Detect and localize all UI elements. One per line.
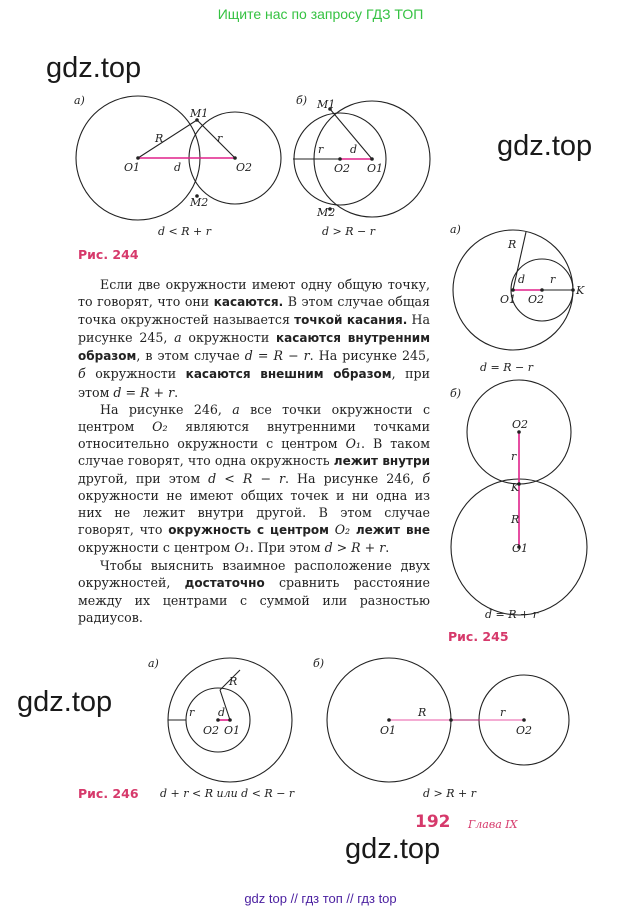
pt-O1: O1 [124, 161, 141, 174]
fig245-caption: Рис. 245 [448, 629, 509, 644]
watermark: gdz.top [17, 686, 113, 718]
paragraph: Если две окружности имеют одну общую точку, то говорят, что они касаются. В этом случае общая точка окружностей называется точкой касания. На рисунке 245, а окружности касаются внутренним образом, в этом случае d = R − r. На рисунке 245, б окружности касаются внешним образом, при этом d = R + r. [78, 277, 430, 400]
pt-O2: O2 [334, 162, 351, 175]
fig246-caption: Рис. 246 [78, 786, 139, 801]
fig245a-label: а) [450, 223, 461, 236]
fig246b-label: б) [313, 657, 325, 670]
pt-d: d [350, 143, 358, 156]
pt-r: r [189, 706, 195, 719]
pt-O1: O1 [500, 293, 517, 306]
fig244b-condition: d > R − r [322, 225, 376, 238]
pt-M1: M1 [317, 98, 336, 111]
pt-M2: M2 [190, 196, 209, 209]
pt-O2: O2 [236, 161, 253, 174]
body-text [78, 276, 430, 626]
fig244a-label: а) [74, 94, 85, 107]
top-banner: Ищите нас по запросу ГДЗ ТОП [217, 6, 424, 22]
pt-R: R [155, 132, 164, 145]
pt-r: r [500, 706, 506, 719]
pt-d: d [218, 706, 226, 719]
pt-R: R [508, 238, 517, 251]
fig245b-label: б) [450, 387, 462, 400]
fig244-caption: Рис. 244 [78, 247, 139, 262]
pt-K: K [511, 481, 520, 494]
pt-d: d [518, 273, 526, 286]
pt-M1: M1 [190, 107, 209, 120]
pt-O2: O2 [512, 418, 529, 431]
pt-O2: O2 [516, 724, 533, 737]
pt-r: r [511, 450, 517, 463]
fig246a-label: а) [148, 657, 159, 670]
pt-O1: O1 [224, 724, 241, 737]
pt-d: d [174, 161, 182, 174]
fig246a-condition: d + r < R или d < R − r [160, 787, 295, 800]
pt-O1: O1 [380, 724, 397, 737]
pt-R: R [229, 675, 238, 688]
footer-links: gdz top // гдз топ // гдз top [244, 891, 397, 906]
watermark: gdz.top [497, 130, 593, 162]
watermark: gdz.top [345, 833, 441, 865]
watermark: gdz.top [46, 52, 142, 84]
chapter-label: Глава IX [468, 818, 518, 831]
paragraph: Чтобы выяснить взаимное расположение двух окружностей, достаточно сравнить расстояние между их центрами с суммой или разностью радиусов. [78, 557, 430, 625]
pt-r: r [550, 273, 556, 286]
pt-r: r [217, 132, 223, 145]
pt-r: r [318, 143, 324, 156]
paragraph: На рисунке 246, а все точки окружности с центром O₂ являются внутренними точками относительно окружности с центром O₁. В таком случае говорят, что одна окружность лежит внутри другой, при этом d < R − r. На рисунке 246, б окружности не имеют общих точек и ни одна из них не лежит внутри другой. В этом случае говорят, что окружность с центром O₂ лежит вне окружности с центром O₁. При этом d > R + r. [78, 401, 431, 556]
fig245b-condition: d = R + r [485, 608, 539, 621]
pt-M2: M2 [317, 206, 336, 219]
pt-K: K [576, 284, 585, 297]
pt-O2: O2 [203, 724, 220, 737]
fig244b-label: б) [296, 94, 308, 107]
pt-R: R [511, 513, 520, 526]
pt-R: R [418, 706, 427, 719]
pt-O2: O2 [528, 293, 545, 306]
pt-O1: O1 [367, 162, 384, 175]
page-number: 192 [415, 812, 451, 832]
pt-O1: O1 [512, 542, 529, 555]
fig244a-condition: d < R + r [158, 225, 212, 238]
fig246b-condition: d > R + r [423, 787, 477, 800]
fig245a-condition: d = R − r [480, 361, 534, 374]
